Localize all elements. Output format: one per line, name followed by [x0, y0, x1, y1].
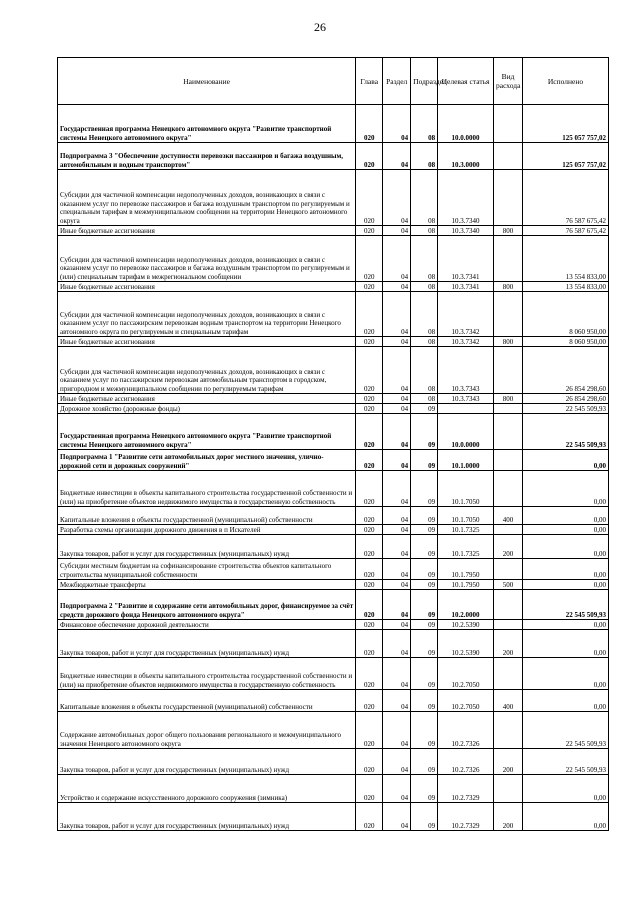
cell-vid: [494, 525, 523, 535]
cell-vid: [494, 620, 523, 630]
cell-podrazdel: 09: [411, 414, 438, 450]
table-row: [58, 347, 609, 394]
budget-table: [57, 57, 609, 831]
cell-razdel: 04: [383, 404, 411, 414]
table-row: [58, 658, 609, 690]
cell-article: 10.3.7342: [438, 337, 494, 347]
cell-vid: [494, 471, 523, 507]
cell-razdel: 04: [383, 337, 411, 347]
cell-article: 10.2.5390: [438, 630, 494, 658]
cell-name: Закупка товаров, работ и услуг для государственных (муниципальных) нужд: [58, 630, 356, 658]
cell-name: Бюджетные инвестиции в объекты капитального строительства государственной собственности и (или) на приобретение объектов недвижимого имущества в государственную собственность: [58, 471, 356, 507]
cell-name: Подпрограмма 3 "Обеспечение доступности перевозки пассажиров и багажа воздушным, автомобильным и водным транспортом": [58, 143, 356, 170]
cell-name: Государственная программа Ненецкого автономного округа "Развитие транспортной системы Ненецкого автономного округа": [58, 105, 356, 143]
cell-glava: 020: [356, 450, 383, 471]
cell-amount: 0,00: [523, 580, 609, 590]
cell-glava: 020: [356, 347, 383, 394]
cell-podrazdel: 08: [411, 170, 438, 226]
cell-glava: 020: [356, 590, 383, 620]
cell-vid: 400: [494, 507, 523, 525]
cell-amount: 22 545 509,93: [523, 712, 609, 749]
cell-podrazdel: 09: [411, 450, 438, 471]
cell-amount: 22 545 509,93: [523, 749, 609, 775]
cell-podrazdel: 08: [411, 143, 438, 170]
cell-podrazdel: 09: [411, 590, 438, 620]
table-row: [58, 590, 609, 620]
header-name: Наименование: [58, 58, 356, 105]
header-glava: Глава: [356, 58, 383, 105]
cell-amount: 76 587 675,42: [523, 170, 609, 226]
cell-podrazdel: 09: [411, 775, 438, 803]
cell-article: 10.1.0000: [438, 450, 494, 471]
cell-name: Субсидии для частичной компенсации недополученных доходов, возникающих в связи с оказанием услуг по пассажирским перевозкам автомобильным транспортом в городском, пригородном и межмуниципальном сообщении по регулируемым тарифам: [58, 347, 356, 394]
cell-vid: [494, 347, 523, 394]
cell-podrazdel: 08: [411, 282, 438, 292]
cell-amount: 0,00: [523, 658, 609, 690]
cell-vid: [494, 590, 523, 620]
cell-article: 10.0.0000: [438, 414, 494, 450]
cell-amount: 8 060 950,00: [523, 292, 609, 337]
cell-razdel: 04: [383, 471, 411, 507]
cell-vid: 800: [494, 226, 523, 236]
cell-glava: 020: [356, 630, 383, 658]
table-row: [58, 105, 609, 143]
cell-amount: 13 554 833,00: [523, 236, 609, 282]
table-row: [58, 414, 609, 450]
table-row: [58, 630, 609, 658]
table-row: [58, 690, 609, 712]
cell-amount: 13 554 833,00: [523, 282, 609, 292]
table-row: [58, 292, 609, 337]
table-row: [58, 226, 609, 236]
cell-vid: [494, 559, 523, 580]
cell-name: Содержание автомобильных дорог общего пользования регионального и межмуниципального значения Ненецкого автономного округа: [58, 712, 356, 749]
header-razdel: Раздел: [383, 58, 411, 105]
table-row: [58, 775, 609, 803]
cell-article: 10.3.0000: [438, 143, 494, 170]
cell-article: 10.0.0000: [438, 105, 494, 143]
cell-vid: [494, 236, 523, 282]
cell-razdel: 04: [383, 775, 411, 803]
cell-razdel: 04: [383, 105, 411, 143]
cell-amount: 22 545 509,93: [523, 404, 609, 414]
table-row: [58, 337, 609, 347]
table-row: [58, 394, 609, 404]
cell-vid: 400: [494, 690, 523, 712]
table-row: [58, 170, 609, 226]
cell-glava: 020: [356, 690, 383, 712]
cell-article: 10.3.7342: [438, 292, 494, 337]
cell-razdel: 04: [383, 170, 411, 226]
cell-name: Разработка схемы организации дорожного движения в п Искателей: [58, 525, 356, 535]
cell-amount: 125 057 757,02: [523, 105, 609, 143]
cell-amount: 0,00: [523, 507, 609, 525]
cell-podrazdel: 09: [411, 690, 438, 712]
table-row: [58, 712, 609, 749]
table-header-row: [58, 58, 609, 105]
cell-amount: 0,00: [523, 559, 609, 580]
cell-podrazdel: 08: [411, 394, 438, 404]
cell-podrazdel: 09: [411, 630, 438, 658]
cell-razdel: 04: [383, 450, 411, 471]
cell-razdel: 04: [383, 580, 411, 590]
cell-amount: 22 545 509,93: [523, 590, 609, 620]
table-row: [58, 507, 609, 525]
cell-vid: 200: [494, 630, 523, 658]
cell-name: Бюджетные инвестиции в объекты капитального строительства государственной собственности и (или) на приобретение объектов недвижимого имущества в государственную собственность: [58, 658, 356, 690]
cell-glava: 020: [356, 143, 383, 170]
cell-name: Субсидии для частичной компенсации недополученных доходов, возникающих в связи с оказанием услуг по перевозке пассажиров и багажа воздушным транспортом по регулируемым и специальным тарифам в межмуниципальном сообщении на территории Ненецкого автономного округа: [58, 170, 356, 226]
cell-name: Иные бюджетные ассигнования: [58, 337, 356, 347]
table-row: [58, 450, 609, 471]
cell-name: Субсидии местным бюджетам на софинансирование строительства объектов капитального строительства муниципальной собственности: [58, 559, 356, 580]
table-row: [58, 471, 609, 507]
cell-article: 10.2.7329: [438, 775, 494, 803]
cell-podrazdel: 08: [411, 292, 438, 337]
cell-podrazdel: 09: [411, 712, 438, 749]
cell-glava: 020: [356, 170, 383, 226]
cell-glava: 020: [356, 236, 383, 282]
cell-podrazdel: 08: [411, 347, 438, 394]
cell-article: 10.3.7341: [438, 236, 494, 282]
cell-article: 10.2.7050: [438, 658, 494, 690]
cell-amount: 0,00: [523, 803, 609, 831]
cell-article: 10.3.7340: [438, 226, 494, 236]
header-podrazdel: Подраздел: [411, 58, 438, 105]
cell-razdel: 04: [383, 712, 411, 749]
cell-vid: 200: [494, 803, 523, 831]
header-article: Целевая статья: [438, 58, 494, 105]
cell-glava: 020: [356, 775, 383, 803]
cell-vid: [494, 775, 523, 803]
cell-razdel: 04: [383, 559, 411, 580]
cell-article: 10.2.7329: [438, 803, 494, 831]
cell-podrazdel: 09: [411, 559, 438, 580]
cell-amount: 125 057 757,02: [523, 143, 609, 170]
cell-name: Капитальные вложения в объекты государственной (муниципальной) собственности: [58, 507, 356, 525]
cell-podrazdel: 08: [411, 226, 438, 236]
header-vid: Вид расхода: [494, 58, 523, 105]
cell-podrazdel: 08: [411, 236, 438, 282]
cell-razdel: 04: [383, 236, 411, 282]
cell-podrazdel: 09: [411, 525, 438, 535]
header-amount: Исполнено: [523, 58, 609, 105]
cell-razdel: 04: [383, 394, 411, 404]
cell-amount: 0,00: [523, 630, 609, 658]
cell-glava: 020: [356, 535, 383, 559]
cell-vid: 500: [494, 580, 523, 590]
cell-razdel: 04: [383, 803, 411, 831]
cell-amount: 0,00: [523, 471, 609, 507]
cell-razdel: 04: [383, 535, 411, 559]
cell-name: Иные бюджетные ассигнования: [58, 282, 356, 292]
cell-name: Закупка товаров, работ и услуг для государственных (муниципальных) нужд: [58, 803, 356, 831]
cell-razdel: 04: [383, 658, 411, 690]
table-row: [58, 803, 609, 831]
table-row: [58, 580, 609, 590]
page-number: 26: [314, 20, 326, 34]
cell-glava: 020: [356, 712, 383, 749]
cell-article: 10.2.7050: [438, 690, 494, 712]
cell-glava: 020: [356, 507, 383, 525]
cell-vid: 800: [494, 337, 523, 347]
cell-vid: [494, 404, 523, 414]
cell-name: Закупка товаров, работ и услуг для государственных (муниципальных) нужд: [58, 749, 356, 775]
cell-glava: 020: [356, 525, 383, 535]
cell-razdel: 04: [383, 620, 411, 630]
cell-amount: 0,00: [523, 450, 609, 471]
cell-name: Капитальные вложения в объекты государственной (муниципальной) собственности: [58, 690, 356, 712]
cell-vid: [494, 143, 523, 170]
cell-name: Финансовое обеспечение дорожной деятельности: [58, 620, 356, 630]
cell-amount: 76 587 675,42: [523, 226, 609, 236]
cell-glava: 020: [356, 226, 383, 236]
cell-vid: 200: [494, 535, 523, 559]
cell-vid: [494, 658, 523, 690]
cell-podrazdel: 09: [411, 507, 438, 525]
cell-name: Межбюджетные трансферты: [58, 580, 356, 590]
cell-article: 10.2.0000: [438, 590, 494, 620]
cell-name: Государственная программа Ненецкого автономного округа "Развитие транспортной системы Ненецкого автономного округа": [58, 414, 356, 450]
cell-name: Иные бюджетные ассигнования: [58, 394, 356, 404]
cell-razdel: 04: [383, 525, 411, 535]
cell-razdel: 04: [383, 690, 411, 712]
cell-podrazdel: 09: [411, 749, 438, 775]
cell-razdel: 04: [383, 590, 411, 620]
cell-article: 10.1.7325: [438, 525, 494, 535]
cell-razdel: 04: [383, 292, 411, 337]
table-body: [58, 105, 609, 831]
cell-vid: [494, 105, 523, 143]
cell-vid: [494, 712, 523, 749]
cell-vid: [494, 450, 523, 471]
cell-article: 10.2.7326: [438, 712, 494, 749]
cell-name: Устройство и содержание искусственного дорожного сооружения (зимника): [58, 775, 356, 803]
cell-article: 10.1.7950: [438, 559, 494, 580]
cell-article: 10.3.7343: [438, 347, 494, 394]
cell-glava: 020: [356, 292, 383, 337]
cell-razdel: 04: [383, 414, 411, 450]
cell-vid: [494, 292, 523, 337]
cell-name: Субсидии для частичной компенсации недополученных доходов, возникающих в связи с оказанием услуг по пассажирским перевозкам водным транспортом на территории Ненецкого автономного округа по регулируемым и специальным тарифам: [58, 292, 356, 337]
cell-name: Подпрограмма 1 "Развитие сети автомобильных дорог местного значения, улично-дорожной сети и дорожных сооружений": [58, 450, 356, 471]
cell-glava: 020: [356, 105, 383, 143]
cell-glava: 020: [356, 559, 383, 580]
cell-glava: 020: [356, 471, 383, 507]
cell-podrazdel: 09: [411, 658, 438, 690]
cell-name: Подпрограмма 2 "Развитие и содержание сети автомобильных дорог, финансируемое за счёт средств дорожного фонда Ненецкого автономного округа": [58, 590, 356, 620]
cell-vid: [494, 414, 523, 450]
cell-podrazdel: 09: [411, 803, 438, 831]
cell-article: 10.2.5390: [438, 620, 494, 630]
cell-podrazdel: 08: [411, 105, 438, 143]
cell-vid: [494, 170, 523, 226]
cell-glava: 020: [356, 337, 383, 347]
cell-name: Дорожное хозяйство (дорожные фонды): [58, 404, 356, 414]
cell-razdel: 04: [383, 226, 411, 236]
cell-amount: 0,00: [523, 525, 609, 535]
cell-podrazdel: 09: [411, 580, 438, 590]
cell-amount: 0,00: [523, 775, 609, 803]
cell-podrazdel: 09: [411, 471, 438, 507]
cell-vid: 200: [494, 749, 523, 775]
cell-podrazdel: 09: [411, 535, 438, 559]
table-row: [58, 236, 609, 282]
cell-article: 10.3.7340: [438, 170, 494, 226]
cell-glava: 020: [356, 394, 383, 404]
cell-article: [438, 404, 494, 414]
cell-article: 10.3.7341: [438, 282, 494, 292]
table-row: [58, 404, 609, 414]
cell-glava: 020: [356, 803, 383, 831]
cell-article: 10.2.7326: [438, 749, 494, 775]
cell-amount: 8 060 950,00: [523, 337, 609, 347]
cell-amount: 0,00: [523, 620, 609, 630]
cell-razdel: 04: [383, 749, 411, 775]
cell-article: 10.1.7050: [438, 507, 494, 525]
cell-glava: 020: [356, 282, 383, 292]
cell-vid: 800: [494, 394, 523, 404]
table-row: [58, 535, 609, 559]
cell-name: Закупка товаров, работ и услуг для государственных (муниципальных) нужд: [58, 535, 356, 559]
cell-glava: 020: [356, 749, 383, 775]
cell-vid: 800: [494, 282, 523, 292]
table-row: [58, 749, 609, 775]
cell-razdel: 04: [383, 347, 411, 394]
cell-article: 10.3.7343: [438, 394, 494, 404]
cell-glava: 020: [356, 658, 383, 690]
cell-razdel: 04: [383, 507, 411, 525]
cell-article: 10.1.7325: [438, 535, 494, 559]
cell-glava: 020: [356, 620, 383, 630]
cell-amount: 26 854 298,60: [523, 347, 609, 394]
table-row: [58, 559, 609, 580]
cell-razdel: 04: [383, 282, 411, 292]
cell-amount: 0,00: [523, 535, 609, 559]
cell-article: 10.1.7950: [438, 580, 494, 590]
cell-amount: 22 545 509,93: [523, 414, 609, 450]
cell-name: Иные бюджетные ассигнования: [58, 226, 356, 236]
cell-podrazdel: 08: [411, 337, 438, 347]
cell-glava: 020: [356, 580, 383, 590]
table-row: [58, 282, 609, 292]
cell-glava: 020: [356, 404, 383, 414]
cell-amount: 0,00: [523, 690, 609, 712]
cell-name: Субсидии для частичной компенсации недополученных доходов, возникающих в связи с оказанием услуг по перевозке пассажиров и багажа воздушным транспортом по регулируемым и (или) специальным тарифам в межрегиональном сообщении: [58, 236, 356, 282]
cell-glava: 020: [356, 414, 383, 450]
table-row: [58, 525, 609, 535]
table-row: [58, 620, 609, 630]
cell-podrazdel: 09: [411, 404, 438, 414]
table-row: [58, 143, 609, 170]
cell-amount: 26 854 298,60: [523, 394, 609, 404]
cell-article: 10.1.7050: [438, 471, 494, 507]
cell-razdel: 04: [383, 143, 411, 170]
cell-razdel: 04: [383, 630, 411, 658]
cell-podrazdel: 09: [411, 620, 438, 630]
